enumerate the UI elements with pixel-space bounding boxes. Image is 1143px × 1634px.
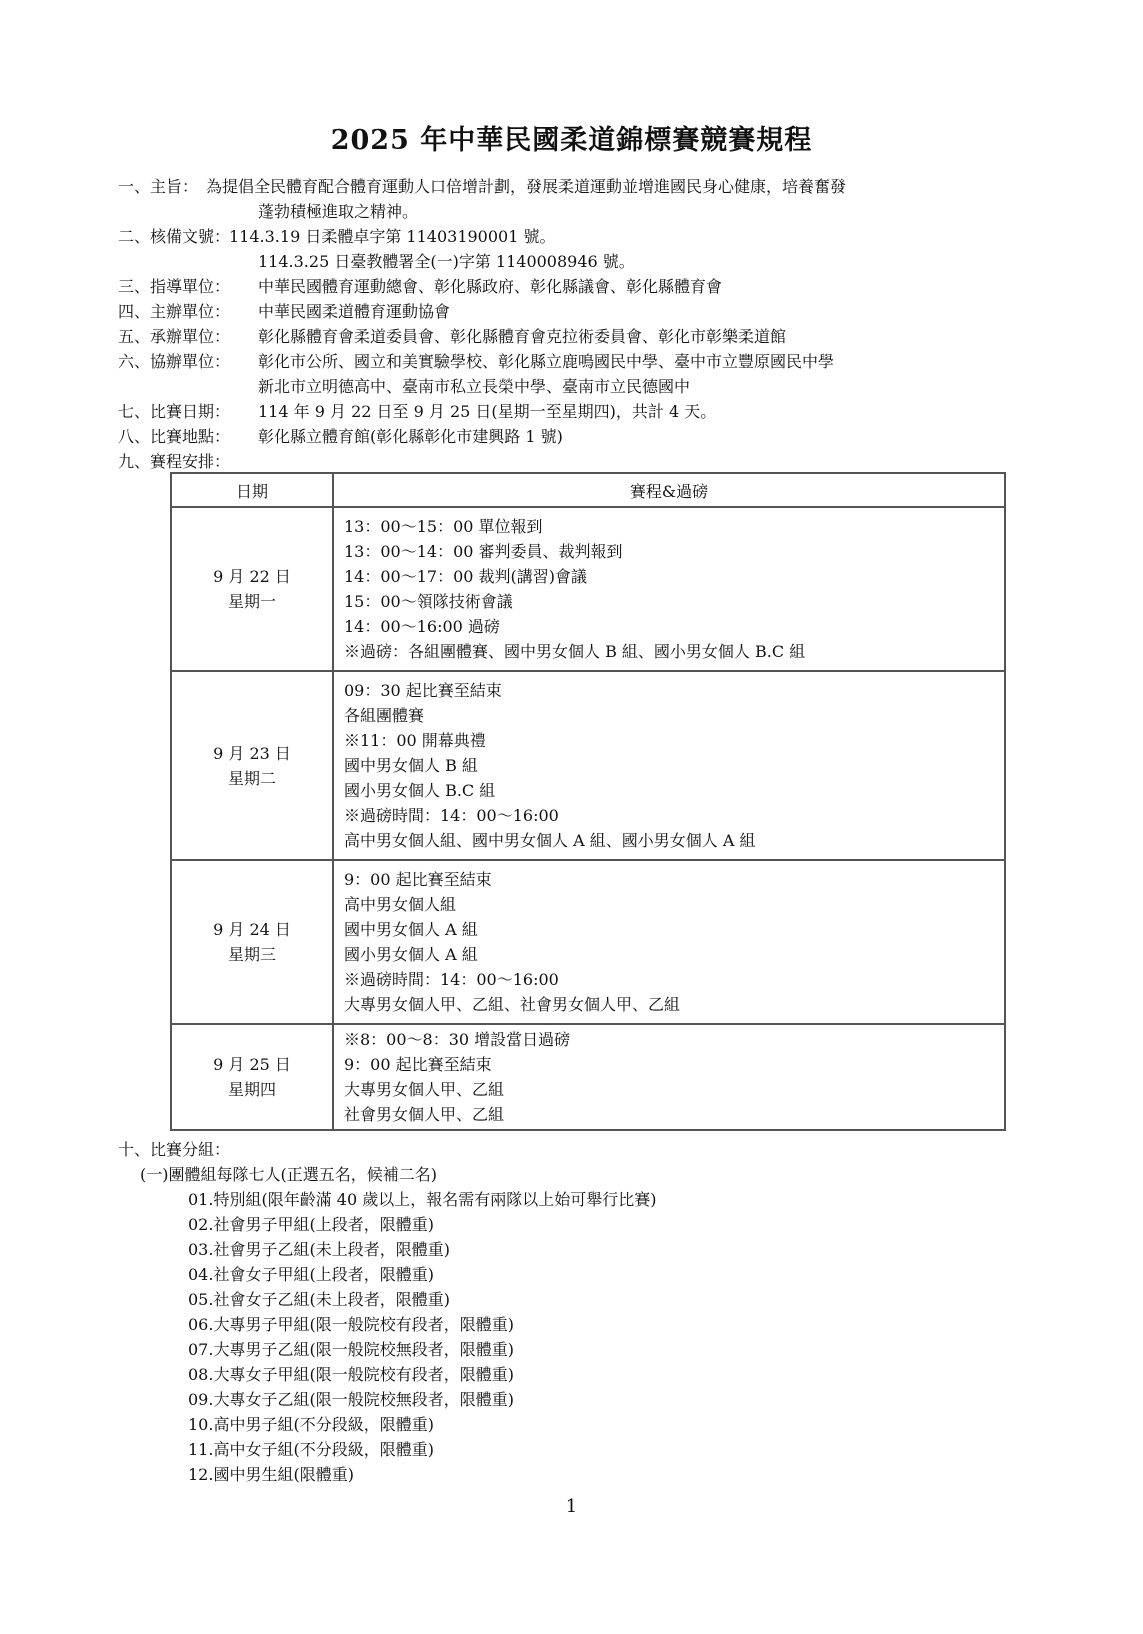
schedule-header-row xyxy=(171,473,1005,507)
section-text: 中華民國柔道體育運動協會 xyxy=(258,302,451,321)
group-item: 01.特別組(限年齡滿 40 歲以上，報名需有兩隊以上始可舉行比賽) xyxy=(188,1190,657,1209)
section-text: 114 年 9 月 22 日至 9 月 25 日(星期一至星期四)，共計 4 天。 xyxy=(258,402,717,421)
group-item: 11.高中女子組(不分段級，限體重) xyxy=(188,1440,434,1459)
section-label: 九、賽程安排： xyxy=(118,452,231,471)
section-label: 八、比賽地點： xyxy=(118,427,231,446)
schedule-item: 國中男女個人 B 組 xyxy=(344,756,478,775)
section-label: 四、主辦單位： xyxy=(118,302,231,321)
schedule-item: 社會男女個人甲、乙組 xyxy=(344,1105,505,1124)
page-title: 2025 年中華民國柔道錦標賽競賽規程 xyxy=(330,125,813,156)
section-text: 114.3.19 日柔體卓字第 11403190001 號。 xyxy=(229,227,556,246)
group-item: 07.大專男子乙組(限一般院校無段者，限體重) xyxy=(188,1340,514,1359)
schedule-row xyxy=(171,860,1005,1024)
schedule-items-cell xyxy=(333,671,1005,860)
schedule-item: 各組團體賽 xyxy=(344,706,425,725)
schedule-item: 13：00～15：00 單位報到 xyxy=(344,517,543,536)
section-text: 彰化市公所、國立和美實驗學校、彰化縣立鹿鳴國民中學、臺中市立豐原國民中學 xyxy=(258,352,835,371)
schedule-table xyxy=(170,472,1006,1131)
section-label: 三、指導單位： xyxy=(118,277,231,296)
group-item: 04.社會女子甲組(上段者，限體重) xyxy=(188,1265,434,1284)
section-label: 六、協辦單位： xyxy=(118,352,231,371)
section-label: 七、比賽日期： xyxy=(118,402,231,421)
groups-subheading: (一)團體組每隊七人(正選五名，候補二名) xyxy=(140,1165,437,1184)
regulation-sections xyxy=(118,174,1018,474)
schedule-item: 9：00 起比賽至結束 xyxy=(344,870,492,889)
group-item: 02.社會男子甲組(上段者，限體重) xyxy=(188,1215,434,1234)
section-text: 彰化縣體育會柔道委員會、彰化縣體育會克拉術委員會、彰化市彰樂柔道館 xyxy=(258,327,787,346)
group-item: 05.社會女子乙組(未上段者，限體重) xyxy=(188,1290,450,1309)
section-host-unit xyxy=(118,299,1018,324)
schedule-date: 9 月 23 日 xyxy=(213,743,291,763)
section-label: 二、核備文號： xyxy=(118,227,231,246)
schedule-item: 14：00～16:00 過磅 xyxy=(344,617,500,636)
section-co-organizer-unit xyxy=(118,349,1018,399)
section-purpose xyxy=(118,174,1018,224)
schedule-item: ※過磅：各組團體賽、國中男女個人 B 組、國小男女個人 B.C 組 xyxy=(344,642,806,661)
group-item: 08.大專女子甲組(限一般院校有段者，限體重) xyxy=(188,1365,514,1384)
section-supervising-unit xyxy=(118,274,1018,299)
group-list xyxy=(118,1187,656,1487)
schedule-item: 9：00 起比賽至結束 xyxy=(344,1055,492,1074)
schedule-item: 國小男女個人 A 組 xyxy=(344,945,478,964)
schedule-item: 15：00～領隊技術會議 xyxy=(344,592,513,611)
schedule-date-cell xyxy=(171,507,333,671)
section-text: 為提倡全民體育配合體育運動人口倍增計劃，發展柔道運動並增進國民身心健康，培養奮發 xyxy=(206,177,847,196)
schedule-items-cell xyxy=(333,1024,1005,1130)
page-number: 1 xyxy=(565,1496,578,1517)
schedule-item: 13：00～14：00 審判委員、裁判報到 xyxy=(344,542,623,561)
schedule-table-wrapper xyxy=(170,472,1006,1131)
schedule-item: 09：30 起比賽至結束 xyxy=(344,681,502,700)
group-item: 10.高中男子組(不分段級，限體重) xyxy=(188,1415,434,1434)
schedule-item: ※過磅時間：14：00～16:00 xyxy=(344,806,559,825)
schedule-date-cell xyxy=(171,671,333,860)
section-competition-dates xyxy=(118,399,1018,424)
schedule-weekday: 星期二 xyxy=(227,768,276,788)
section-text: 彰化縣立體育館(彰化縣彰化市建興路 1 號) xyxy=(258,427,563,446)
section-label: 五、承辦單位： xyxy=(118,327,231,346)
schedule-item: ※11：00 開幕典禮 xyxy=(344,731,486,750)
header-date: 日期 xyxy=(171,473,333,507)
schedule-item: ※過磅時間：14：00～16:00 xyxy=(344,970,559,989)
schedule-date: 9 月 22 日 xyxy=(213,567,291,586)
schedule-item: 大專男女個人甲、乙組、社會男女個人甲、乙組 xyxy=(344,995,681,1014)
group-item: 03.社會男子乙組(未上段者，限體重) xyxy=(188,1240,450,1259)
schedule-date-cell xyxy=(171,860,333,1024)
schedule-item: 14：00～17：00 裁判(講習)會議 xyxy=(344,567,588,586)
section-text-continued: 蓬勃積極進取之精神。 xyxy=(258,202,419,221)
schedule-item: 國小男女個人 B.C 組 xyxy=(344,781,496,800)
schedule-item: 國中男女個人 A 組 xyxy=(344,920,478,939)
schedule-items-cell xyxy=(333,507,1005,671)
schedule-row xyxy=(171,1024,1005,1130)
schedule-item: 大專男女個人甲、乙組 xyxy=(344,1080,505,1099)
group-item: 09.大專女子乙組(限一般院校無段者，限體重) xyxy=(188,1390,514,1409)
groups-heading: 十、比賽分組： xyxy=(118,1140,231,1159)
section-text-continued: 114.3.25 日臺教體署全(一)字第 1140008946 號。 xyxy=(258,252,635,271)
schedule-items-cell xyxy=(333,860,1005,1024)
section-label: 一、主旨： xyxy=(118,177,199,196)
section-schedule xyxy=(118,449,1018,474)
header-schedule-weighin: 賽程&過磅 xyxy=(333,473,1005,507)
group-item: 12.國中男生組(限體重) xyxy=(188,1465,354,1484)
section-text-continued: 新北市立明德高中、臺南市私立長榮中學、臺南市立民德國中 xyxy=(258,377,691,396)
schedule-weekday: 星期一 xyxy=(227,592,276,611)
schedule-row xyxy=(171,507,1005,671)
schedule-weekday: 星期三 xyxy=(227,945,276,964)
schedule-date: 9 月 24 日 xyxy=(213,920,291,939)
schedule-date: 9 月 25 日 xyxy=(213,1055,291,1074)
group-item: 06.大專男子甲組(限一般院校有段者，限體重) xyxy=(188,1315,514,1334)
schedule-weekday: 星期四 xyxy=(227,1080,276,1099)
schedule-item: ※8：00～8：30 增設當日過磅 xyxy=(344,1030,571,1049)
schedule-row xyxy=(171,671,1005,860)
schedule-date-cell xyxy=(171,1024,333,1130)
section-organizer-unit xyxy=(118,324,1018,349)
schedule-item: 高中男女個人組、國中男女個人 A 組、國小男女個人 A 組 xyxy=(344,831,756,850)
competition-groups xyxy=(118,1137,656,1487)
section-text: 中華民國體育運動總會、彰化縣政府、彰化縣議會、彰化縣體育會 xyxy=(258,277,723,296)
section-competition-venue xyxy=(118,424,1018,449)
schedule-item: 高中男女個人組 xyxy=(344,895,457,914)
section-approval-number xyxy=(118,224,1018,274)
